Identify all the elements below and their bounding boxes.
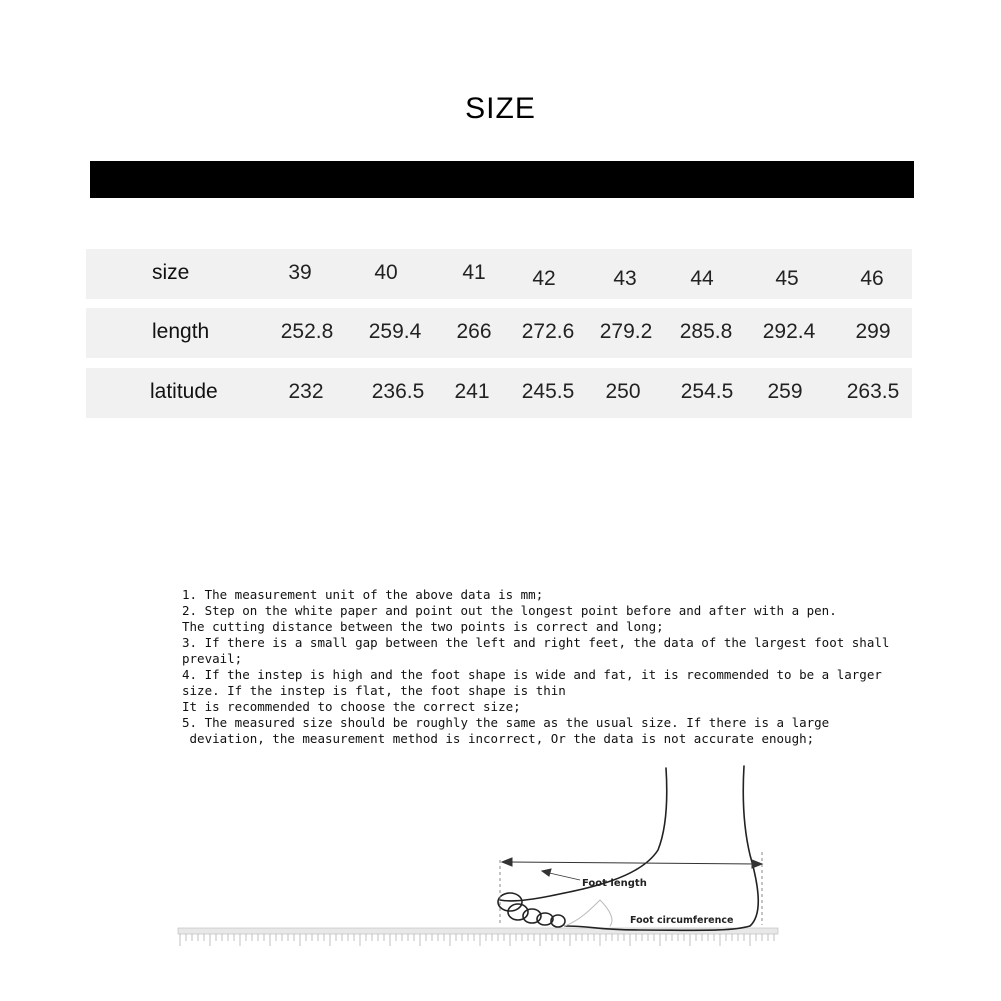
table-cell: 299 xyxy=(855,320,891,343)
note-line: size. If the instep is flat, the foot shape is thin xyxy=(182,683,566,698)
table-cell: 41 xyxy=(462,261,486,284)
table-row-size xyxy=(86,249,912,299)
row-label: latitude xyxy=(150,380,218,403)
table-cell: 42 xyxy=(532,267,556,290)
note-line: 4. If the instep is high and the foot shape is wide and fat, it is recommended to be a larger xyxy=(182,667,882,682)
table-cell: 40 xyxy=(374,261,398,284)
measurement-notes xyxy=(182,587,890,747)
note-line: 5. The measured size should be roughly the same as the usual size. If there is a large xyxy=(182,715,830,730)
row-label: size xyxy=(152,261,190,284)
table-cell: 259 xyxy=(767,380,803,403)
table-cell: 252.8 xyxy=(280,320,334,343)
note-line: 3. If there is a small gap between the left and right feet, the data of the largest foot shall xyxy=(182,635,890,650)
table-cell: 279.2 xyxy=(599,320,653,343)
foot-length-label: Foot length xyxy=(582,878,647,889)
table-cell: 266 xyxy=(456,320,492,343)
table-cell: 39 xyxy=(288,261,312,284)
note-line: prevail; xyxy=(182,651,243,666)
header-bar xyxy=(90,161,914,198)
note-line: The cutting distance between the two points is correct and long; xyxy=(182,619,664,634)
note-line: 2. Step on the white paper and point out the longest point before and after with a pen. xyxy=(182,603,837,618)
note-line: deviation, the measurement method is incorrect, Or the data is not accurate enough; xyxy=(182,731,815,746)
table-cell: 46 xyxy=(860,267,884,290)
table-cell: 285.8 xyxy=(679,320,733,343)
table-cell: 241 xyxy=(454,380,490,403)
table-cell: 250 xyxy=(605,380,641,403)
foot-outline xyxy=(498,766,758,930)
row-label: length xyxy=(152,320,210,343)
table-row-latitude xyxy=(86,368,912,418)
foot-measurement-diagram xyxy=(170,760,790,960)
table-cell: 236.5 xyxy=(371,380,425,403)
note-line: It is recommended to choose the correct size; xyxy=(182,699,521,714)
table-cell: 45 xyxy=(775,267,799,290)
table-cell: 254.5 xyxy=(680,380,734,403)
foot-circumference-label: Foot circumference xyxy=(630,915,734,926)
table-cell: 263.5 xyxy=(846,380,900,403)
table-cell: 259.4 xyxy=(368,320,422,343)
table-cell: 43 xyxy=(613,267,637,290)
table-row-length xyxy=(86,308,912,358)
table-cell: 292.4 xyxy=(762,320,816,343)
note-line: 1. The measurement unit of the above data is mm; xyxy=(182,587,544,602)
table-cell: 272.6 xyxy=(521,320,575,343)
table-cell: 245.5 xyxy=(521,380,575,403)
page-title: SIZE xyxy=(465,92,536,125)
table-cell: 44 xyxy=(690,267,714,290)
table-cell: 232 xyxy=(288,380,324,403)
